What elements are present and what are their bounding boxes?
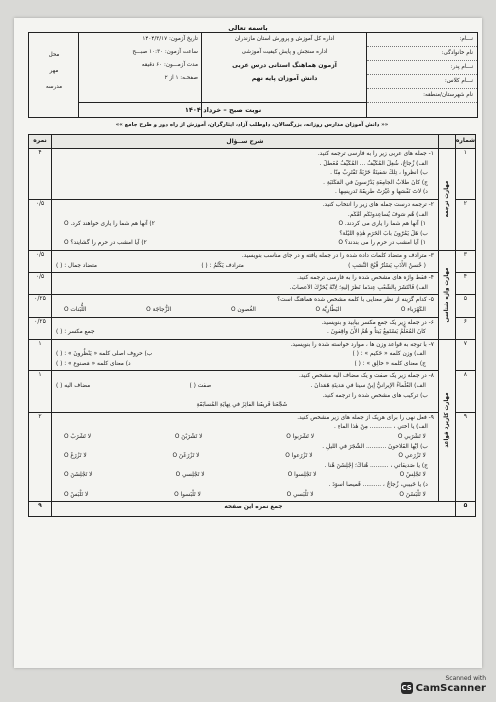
col-section [438,135,455,149]
answer-option[interactable]: لا تَلْبَسْنَ O [399,491,426,498]
question-number: ۴ [455,273,475,295]
class-field: نـــام کلاس: [367,75,477,89]
question-title: ۲- ترجمه درست جمله های زیر را انتخاب کنید. [322,201,434,208]
col-score: نمره [29,135,52,149]
question-score: ۰/۵ [29,199,52,250]
question-item: ب) هَلْ يَمُرّونَ بابَ الحَرَمِ هٰذِهِ اللَّيْلَة؟ [339,230,428,237]
question-number: ۶ [455,317,475,339]
question-title: ۴- فقط واژه های مشخص شده را به فارسی ترجمه کنید. [297,275,434,282]
question-table [28,134,476,517]
question-body [52,371,439,412]
answer-option[interactable]: لا تَزْرَعي O [398,453,426,460]
section-vocab [438,250,455,339]
question-row [29,317,476,339]
question-number: ۱ [455,149,475,200]
table-head [29,135,476,149]
school-stamp [29,33,79,117]
section-label: مهارت واژه شناسی [443,267,450,323]
answer-option[interactable]: ۲) آیا امشب در حرم را گشایند؟ O [64,240,147,247]
pattern-blank[interactable]: الف) وزن کلمه « حَكيم » : ( ) [352,351,426,358]
question-body [52,412,439,501]
section-label: مهارت ترجمه [443,181,450,218]
question-body [52,199,439,250]
answer-option[interactable]: لا تَشْرَبْ O [64,434,92,441]
answer-option[interactable]: لا تَشْرَبوا O [286,434,315,441]
org-line-1: اداره کل آموزش و پرورش استان مازندران [234,36,335,42]
question-row [29,295,476,317]
question-row [29,250,476,272]
question-number: ۷ [455,339,475,371]
question-item: ج) كانَ طُلّابُ الجامِعَةِ يَدْرُسونَ في المَكْتَبَةِ . [323,179,428,186]
student-surname-field: نام خانوادگی: [367,47,477,61]
option-group [56,491,434,501]
question-body [52,317,439,339]
question-item [56,328,434,338]
page-total-score: ۹ [29,502,52,517]
question-item: د) لاتَ نَفْسَها و غَيَّرَتْ طَريقَةَ تَدريسِها . [334,189,428,196]
question-number: ۲ [455,199,475,250]
question-title: ۹- فعل نهی را برای هریک از جمله های زیر مشخص کنید. [297,414,434,421]
question-item [56,262,434,272]
meaning-blank[interactable]: د) معنای کلمه « مَصنوع » : ( ) [56,360,131,367]
session-banner: نوبت صبح – خرداد ۱۴۰۴ [79,102,367,117]
question-title: ۵- کدام گزینه از نظر معنایی با کلمه مشخص شده هماهنگ است؟ [277,297,434,304]
question-item: ج) يا صَديقاتي ، .......... هُناكَ؛ إجْلِسْنَ هُنا . [324,462,428,469]
answer-option[interactable]: الكَهْرَباء O [400,306,426,313]
question-item: الف) زُجاجٌ، شُغِلَ المُكَيِّفُ ... المُكَيِّفُ مُعَطَّلٌ . [319,160,428,167]
option-group [56,452,434,462]
exam-header [28,32,478,118]
question-sentence: كانَ المُعَلِّمُ يَسْتَمِعُ بَيتاً و هُمُ الأَنَ واقِفونَ . [327,329,426,336]
question-number: ۳ [455,250,475,272]
question-score: ۱ [29,339,52,371]
stamp-label-2: مهر [49,68,59,74]
page-total-row [29,502,476,517]
eligibility-notice: «« دانش آموزان مدارس روزانه، بزرگسالان، داوطلب آزاد، ایثارگران، آموزش از راه دور و طرح جامع »» [115,122,389,128]
stamp-label-1: محل [48,52,60,58]
option-group [56,433,434,443]
answer-option[interactable]: لا تَلْبَسي O [286,491,314,498]
question-body [52,250,439,272]
question-score: ۲ [29,412,52,501]
question-row [29,199,476,250]
camscanner-logo-icon: CS [401,684,412,692]
answer-option[interactable]: لا تَلْبَسْ O [64,491,89,498]
question-number: ۸ [455,371,475,412]
option-group [56,306,434,316]
city-field: نام شهرستان/منطقه: [367,89,477,103]
question-row [29,339,476,371]
possessive-blank[interactable]: مضاف الیه ( ) [56,383,91,390]
question-item: ب) أَيُّها الفَلّاحونَ ........... الشَّجَرَ في اللَّيلِ . [322,443,428,450]
org-line-2: اداره سنجش و پایش کیفیت آموزشی [241,49,328,55]
question-score: ۰/۲۵ [29,317,52,339]
question-title: ۷- با توجه به قواعد وزن ها ، موارد خواسته شده را بنویسید. [290,341,434,348]
camscanner-watermark [401,675,486,694]
question-row [29,149,476,200]
meaning-blank[interactable]: ج) معنای کلمه « خالِق » : ( ) [354,360,426,367]
page-count: صفحـه: ۱ از ۲ [164,75,198,81]
question-score: ۴ [29,149,52,200]
question-sentence: الف) العُلَماءُ الإيرانيُّ إبنُ سينا في مَدينَةِ هَمَدانَ . [310,383,426,390]
exam-duration: مدت آزمـــون: ۶۰ دقیقه [141,62,198,68]
question-score: ۰/۵ [29,250,52,272]
question-item: ب) أُنظُروا ، تِلْكَ سَفينَةٌ خَرْبَةٌ تَقْتَرِبُ مِنّا . [330,170,428,177]
answer-option[interactable]: لا تَزْرَعوا O [285,453,313,460]
section-grammar [438,339,455,502]
question-sentence: ( حُسنُ الأَدَبِ يَسْتُرُ قُبْحَ النَّسَبِ ) [348,262,426,269]
answer-option[interactable]: لا تَشْرَبي O [397,434,426,441]
watermark-brand [401,682,486,694]
question-item: الف) فَانْتَشَرَ بِالشَّعْبِ عِندَما نَظَرَ إلَيهِ؛ لِأَنَّهُ يُحَرِّكُ الأعصابَ. [289,284,428,291]
adjective-blank[interactable]: صفت ( ) [189,383,212,390]
question-row [29,273,476,295]
option-group [56,239,434,249]
question-sentence: شَجَّعَنا فَريقَنا الفائِزَ في نِهايَةِ المُسابَقَةِ [196,402,288,409]
question-body [52,273,439,295]
answer-option[interactable]: لا تَزْرَعْ O [64,453,87,460]
section-label: مهارت کاربرد قواعد [443,392,450,449]
question-title: ۸- در جمله زیر یک صفت و یک مضاف الیه مشخص کنید. [299,373,434,380]
student-name-field: نـــام: [367,33,477,47]
question-body [52,339,439,371]
stamp-label-3: مدرسه [45,84,63,90]
question-title: ۶- در جمله زیر یک جمع مکسر بیابید و بنویسید. [321,319,434,326]
bismillah: باسمه تعالی [228,24,268,32]
question-item [56,350,434,360]
question-number: ۵ [455,295,475,317]
question-body [52,295,439,317]
answer-option[interactable]: ۱) آیا امشب در حرم را می بندند؟ O [338,240,426,247]
exam-paper [14,18,482,668]
watermark-line-2: CamScanner [415,682,486,694]
question-number: ۹ [455,412,475,501]
page-total-label: جمع نمره این صفحه [52,502,456,517]
question-item [56,360,434,370]
answer-option[interactable]: الزُّجاجَة O [146,306,172,313]
answer-option[interactable]: لا تَجْلِسْنَ O [64,472,93,479]
question-body [52,149,439,200]
question-item: الف) هُم سَوفَ يُساعِدونَكُم أُمَّكُم. [347,211,428,218]
answer-option[interactable]: لا تَجْلِسي O [175,472,205,479]
answer-option[interactable]: الغُصون O [230,306,256,313]
exam-time: ساعت آزمون: ۱۰:۳۰ صبـــح [132,49,198,55]
option-group [56,471,434,481]
exam-title: آزمون هماهنگ استانی درس عربی [232,62,337,69]
plural-blank[interactable]: جمع مکسر : ( ) [56,329,95,336]
section-translation [438,149,455,251]
answer-option[interactable]: لا تَزْرَعْنَ O [172,453,200,460]
answer-option[interactable]: لا تَجْلِسوا O [287,472,317,479]
root-letters-blank[interactable]: ب) حروف اصلی کلمه « يَنْظُرونَ » : ( ) [56,351,153,358]
grade-title: دانش آموزان پایه نهم [251,75,318,82]
question-score: ۰/۲۵ [29,295,52,317]
answer-option[interactable]: البَطّارِيَّة O [315,306,342,313]
answer-option[interactable]: ۲) آنها هم شما را یاری خواهند کرد. O [64,221,155,228]
answer-option[interactable]: اللُّبَنات O [64,306,87,313]
question-item [56,382,434,392]
father-name-field: نـــام پدر: [367,61,477,75]
question-title: ۱- جمله های عربی زیر را به فارسی ترجمه کنید. [317,151,434,157]
col-number: شماره [455,135,475,149]
exam-date: تاریخ آزمون: ۱۴۰۴/۳/۱۷ [142,36,198,42]
synonym-blank[interactable]: مترادف یَكْتُمُ : ( ) [201,262,244,269]
col-question: شرح ســؤال [52,135,439,149]
answer-option[interactable]: ۱) آنها هم شما را یاری می کردند. O [338,221,426,228]
answer-option[interactable]: لا تَجْلِسْ O [399,472,426,479]
answer-option[interactable]: لا تَلْبَسوا O [174,491,201,498]
question-subtitle: ب) ترکیب های مشخص شده را ترجمه کنید. [322,392,428,399]
page-number: ۵ [455,502,475,517]
student-info [366,33,477,117]
question-row [29,371,476,412]
question-score: ۰/۵ [29,273,52,295]
question-score: ۱ [29,371,52,412]
watermark-line-1: Scanned with [445,675,486,682]
option-group [56,220,434,230]
antonym-blank[interactable]: متضاد جمال : ( ) [56,262,98,269]
question-row [29,412,476,501]
question-item: د) يا حَبيبي، زُجاجٌ ، .......... قَميصاً أَسوَدَ . [328,482,428,488]
answer-option[interactable]: لا تَشْرَبْنَ O [174,434,203,441]
question-item: الف) يا أُختي ، ............ مِنْ هٰذا الماءِ . [334,424,428,431]
question-title: ۳- مترادف و متضاد کلمات داده شده را در جمله یافته و در جای مناسب بنویسید. [241,252,434,259]
